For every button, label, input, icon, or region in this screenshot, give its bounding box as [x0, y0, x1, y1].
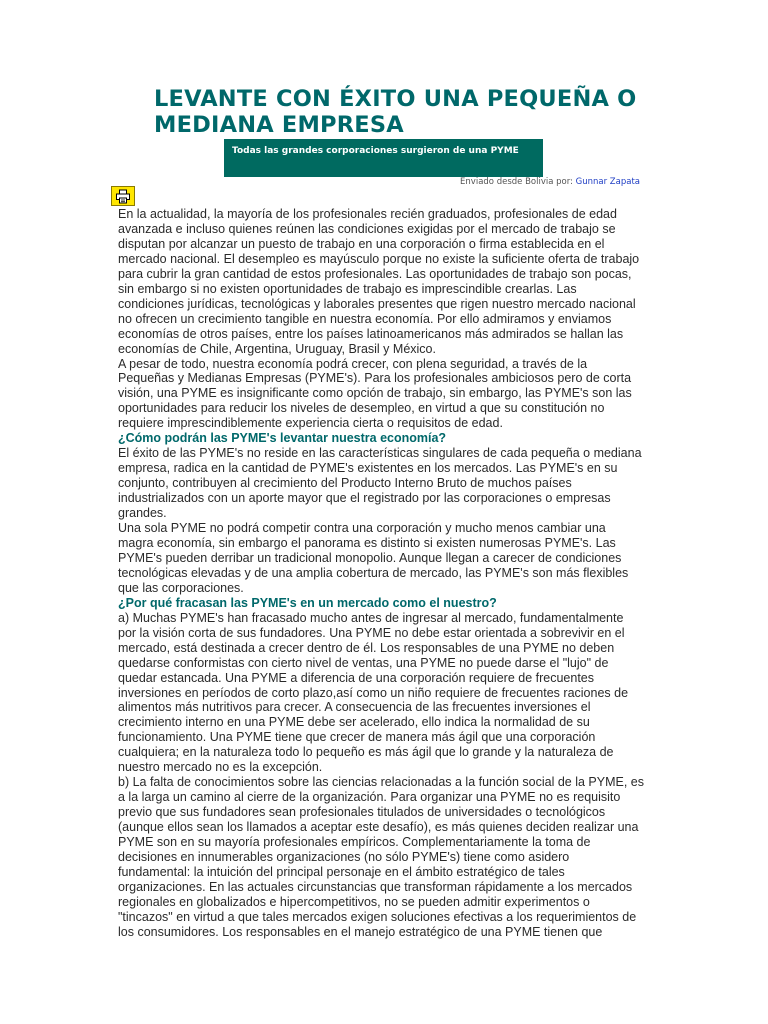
- paragraph: A pesar de todo, nuestra economía podrá crecer, con plena seguridad, a través de la Pequeñas y Medianas Empresas (PYME's). Para los profesionales ambiciosos pero de corta visión, una PYME es insignificante como opción de trabajo, sin embargo, las PYME's son las oportunidades para reducir los niveles de desempleo, en virtud a que su constitución no requiere imprescindiblemente experiencia cierta o requisitos de edad.: [118, 356, 632, 431]
- section-heading: ¿Cómo podrán las PYME's levantar nuestra economía?: [118, 431, 447, 446]
- author-link[interactable]: Gunnar Zapata: [575, 177, 640, 187]
- paragraph: a) Muchas PYME's han fracasado mucho antes de ingresar al mercado, fundamentalmente por la visión corta de sus fundadores. Una PYME no debe estar orientada a sobrevivir en el mercado, está destinada a crecer dentro de él. Los responsables de una PYME no deben quedarse conformistas con cierto nivel de ventas, una PYME no puede darse el "lujo" de quedar estancada. Una PYME a diferencia de una corporación requiere de frecuentes inversiones en períodos de corto plazo,así como un niño requiere de frecuentes raciones de alimentos más nutritivos para crecer. A consecuencia de las frecuentes inversiones el crecimiento interno en una PYME debe ser acelerado, ello indica la normalidad de su funcionamiento. Una PYME tiene que crecer de manera más ágil que una corporación cualquiera; en la naturaleza todo lo pequeño es más ágil que lo grande y la naturaleza de nuestro mercado no es la excepción.: [118, 610, 629, 775]
- paragraph: En la actualidad, la mayoría de los profesionales recién graduados, profesionales de edad avanzada e incluso quienes reúnen las condiciones exigidas por el mercado de trabajo se disputan por alcanzar un puesto de trabajo en una corporación o firma establecida en el mercado nacional. El desempleo es mayúsculo porque no existe la suficiente oferta de trabajo para cubrir la gran cantidad de estos profesionales. Las oportunidades de trabajo son pocas, sin embargo si no existen oportunidades de trabajo es imprescindible crearlas. Las condiciones jurídicas, tecnológicas y laborales presentes que rigen nuestro mercado nacional no ofrecen un crecimiento tangible en nuestra economía. Por ello admiramos y enviamos economías de otros países, entre los países latinoamericanos más admirados se hallan las economías de Chile, Argentina, Uruguay, Brasil y México.: [118, 207, 640, 356]
- print-button[interactable]: [111, 186, 135, 206]
- subtitle-banner: [224, 139, 543, 177]
- paragraph: Una sola PYME no podrá competir contra una corporación y mucho menos cambiar una magra economía, sin embargo el panorama es distinto si existen numerosas PYME's. Las PYME's pueden derribar un tradicional monopolio. Aunque llegan a carecer de condiciones tecnológicas elevadas y de una amplia cobertura de mercado, las PYME's son más flexibles que las corporaciones.: [118, 521, 629, 595]
- article-title: LEVANTE CON ÉXITO UNA PEQUEÑA O MEDIANA EMPRESA: [154, 86, 637, 138]
- printer-icon: [115, 189, 131, 204]
- article-body: [118, 207, 644, 940]
- paragraph: b) La falta de conocimientos sobre las ciencias relacionadas a la función social de la PYME, es a la larga un camino al cierre de la organización. Para organizar una PYME no es requisito previo que sus fundadores sean profesionales titulados de universidades o tecnológicos (aunque ellos sean los llamados a aceptar este desafío), es más quienes deciden realizar una PYME son en su mayoría profesionales empíricos. Complementariamente la toma de decisiones en innumerables organizaciones (no sólo PYME's) tiene como asidero fundamental: la intuición del principal personaje en el ámbito estratégico de tales organizaciones. En las actuales circunstancias que transforman rápidamente a los mercados regionales en globalizados e hipercompetitivos, no se pueden admitir experimentos o "tincazos" en virtud a que tales mercados exigen soluciones efectivas a los requerimientos de los consumidores. Los responsables en el manejo estratégico de una PYME tienen que: [118, 775, 644, 939]
- section-heading: ¿Por qué fracasan las PYME's en un mercado como el nuestro?: [118, 595, 497, 610]
- article-subtitle: Todas las grandes corporaciones surgieron de una PYME: [232, 146, 519, 156]
- byline-prefix: Enviado desde Bolivia por:: [460, 177, 573, 187]
- byline: [300, 177, 640, 188]
- paragraph: El éxito de las PYME's no reside en las características singulares de cada pequeña o mediana empresa, radica en la cantidad de PYME's existentes en los mercados. Las PYME's en su conjunto, contribuyen al crecimiento del Producto Interno Bruto de muchos países industrializados con un aporte mayor que el registrado por las corporaciones o empresas grandes.: [118, 446, 642, 521]
